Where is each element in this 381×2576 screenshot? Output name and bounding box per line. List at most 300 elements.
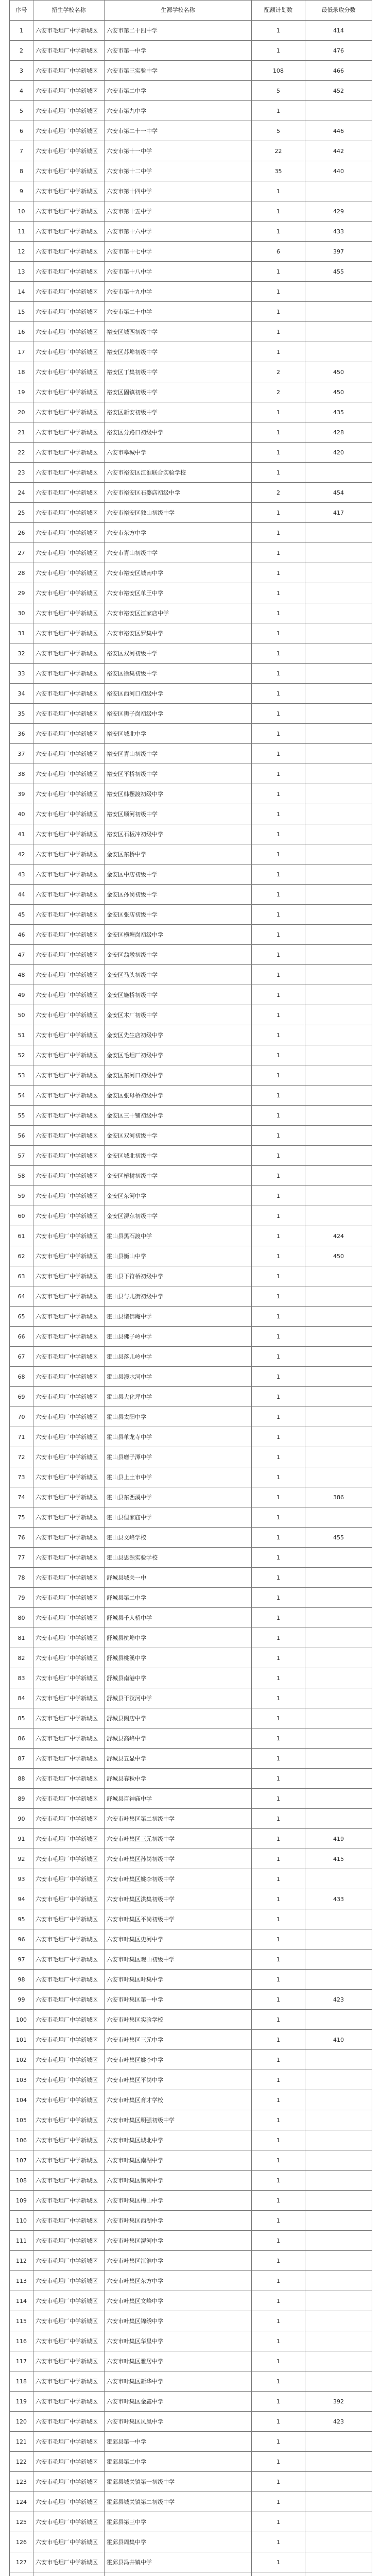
- row-index-cell: 116: [10, 2331, 33, 2351]
- quota-count-cell: 1: [252, 2271, 305, 2291]
- admitting-school-cell: 六安市毛坦厂中学新城区: [33, 21, 105, 41]
- table-row: [10, 1588, 372, 1608]
- table-row: [10, 2150, 372, 2171]
- table-row: [10, 925, 372, 945]
- min-score-cell: 428: [305, 422, 372, 443]
- table-row: [10, 402, 372, 422]
- min-score-cell: [305, 724, 372, 744]
- row-index-cell: 24: [10, 483, 33, 503]
- admitting-school-cell: 六安市毛坦厂中学新城区: [33, 1447, 105, 1467]
- admitting-school-cell: 六安市毛坦厂中学新城区: [33, 1347, 105, 1367]
- table-row: [10, 2311, 372, 2331]
- table-header-row: [10, 1, 372, 21]
- quota-count-cell: 1: [252, 1588, 305, 1608]
- admitting-school-cell: 六安市毛坦厂中学新城区: [33, 1708, 105, 1728]
- row-index-cell: 120: [10, 2412, 33, 2432]
- header-quota: 配额计划数: [252, 1, 305, 21]
- admitting-school-cell: 六安市毛坦厂中学新城区: [33, 362, 105, 382]
- table-row: [10, 1005, 372, 1025]
- row-index-cell: 9: [10, 181, 33, 201]
- admitting-school-cell: 六安市毛坦厂中学新城区: [33, 1126, 105, 1146]
- source-school-cell: 金安区淠东初级中学: [105, 1206, 252, 1226]
- min-score-cell: [305, 744, 372, 764]
- min-score-cell: [305, 2010, 372, 2030]
- row-index-cell: 7: [10, 141, 33, 161]
- quota-count-cell: 2: [252, 362, 305, 382]
- table-row: [10, 523, 372, 543]
- min-score-cell: 452: [305, 81, 372, 101]
- quota-count-cell: 1: [252, 2412, 305, 2432]
- source-school-cell: 六安市裕安区罗集中学: [105, 623, 252, 643]
- min-score-cell: [305, 101, 372, 121]
- table-row: [10, 1327, 372, 1347]
- table-row: [10, 1628, 372, 1648]
- min-score-cell: [305, 1106, 372, 1126]
- admitting-school-cell: 六安市毛坦厂中学新城区: [33, 222, 105, 242]
- table-row: [10, 1467, 372, 1487]
- min-score-cell: [305, 2191, 372, 2211]
- table-row: [10, 563, 372, 583]
- table-row: [10, 1528, 372, 1548]
- min-score-cell: [305, 2150, 372, 2171]
- row-index-cell: 58: [10, 1166, 33, 1186]
- row-index-cell: 18: [10, 362, 33, 382]
- min-score-cell: [305, 322, 372, 342]
- quota-count-cell: 1: [252, 1025, 305, 1045]
- quota-count-cell: 2: [252, 483, 305, 503]
- row-index-cell: 110: [10, 2211, 33, 2231]
- table-row: [10, 1668, 372, 1688]
- admitting-school-cell: 六安市毛坦厂中学新城区: [33, 2291, 105, 2311]
- source-school-cell: 裕安区平桥初级中学: [105, 764, 252, 784]
- admitting-school-cell: 六安市毛坦厂中学新城区: [33, 684, 105, 704]
- admitting-school-cell: 六安市毛坦厂中学新城区: [33, 141, 105, 161]
- row-index-cell: 23: [10, 463, 33, 483]
- quota-count-cell: 1: [252, 2070, 305, 2090]
- min-score-cell: [305, 1507, 372, 1528]
- min-score-cell: [305, 2452, 372, 2472]
- admitting-school-cell: 六安市毛坦厂中学新城区: [33, 764, 105, 784]
- quota-count-cell: 1: [252, 925, 305, 945]
- quota-count-cell: 1: [252, 1146, 305, 1166]
- table-row: [10, 664, 372, 684]
- row-index-cell: 54: [10, 1086, 33, 1106]
- row-index-cell: 47: [10, 945, 33, 965]
- source-school-cell: 金安区张店初级中学: [105, 905, 252, 925]
- source-school-cell: 舒城县五显中学: [105, 1749, 252, 1769]
- header-min-score: 最低录取分数: [305, 1, 372, 21]
- admitting-school-cell: 六安市毛坦厂中学新城区: [33, 2070, 105, 2090]
- min-score-cell: [305, 583, 372, 603]
- min-score-cell: 424: [305, 1226, 372, 1246]
- min-score-cell: [305, 2211, 372, 2231]
- admitting-school-cell: 六安市毛坦厂中学新城区: [33, 784, 105, 804]
- table-row: [10, 2211, 372, 2231]
- admitting-school-cell: 六安市毛坦厂中学新城区: [33, 402, 105, 422]
- table-row: [10, 81, 372, 101]
- min-score-cell: [305, 824, 372, 844]
- quota-count-cell: 1: [252, 563, 305, 583]
- quota-count-cell: 1: [252, 1507, 305, 1528]
- min-score-cell: [305, 2130, 372, 2150]
- row-index-cell: 49: [10, 985, 33, 1005]
- row-index-cell: 8: [10, 161, 33, 181]
- admitting-school-cell: 六安市毛坦厂中学新城区: [33, 623, 105, 643]
- quota-count-cell: 1: [252, 2191, 305, 2211]
- quota-count-cell: 1: [252, 1106, 305, 1126]
- quota-count-cell: 22: [252, 141, 305, 161]
- row-index-cell: 50: [10, 1005, 33, 1025]
- admitting-school-cell: 六安市毛坦厂中学新城区: [33, 1065, 105, 1086]
- min-score-cell: 397: [305, 242, 372, 262]
- table-row: [10, 1166, 372, 1186]
- row-index-cell: 42: [10, 844, 33, 865]
- admitting-school-cell: 六安市毛坦厂中学新城区: [33, 1407, 105, 1427]
- admitting-school-cell: 六安市毛坦厂中学新城区: [33, 2412, 105, 2432]
- table-row: [10, 1427, 372, 1447]
- table-row: [10, 543, 372, 563]
- row-index-cell: 109: [10, 2191, 33, 2211]
- admitting-school-cell: 六安市毛坦厂中学新城区: [33, 1769, 105, 1789]
- min-score-cell: 423: [305, 1990, 372, 2010]
- quota-count-cell: 1: [252, 1126, 305, 1146]
- row-index-cell: 62: [10, 1246, 33, 1266]
- row-index-cell: 53: [10, 1065, 33, 1086]
- row-index-cell: 101: [10, 2030, 33, 2050]
- source-school-cell: 霍山县东西溪中学: [105, 1487, 252, 1507]
- table-row: [10, 382, 372, 402]
- table-row: [10, 704, 372, 724]
- row-index-cell: 26: [10, 523, 33, 543]
- source-school-cell: 六安市第十四中学: [105, 181, 252, 201]
- quota-count-cell: 1: [252, 603, 305, 623]
- source-school-cell: 六安市叶集区第一中学: [105, 1990, 252, 2010]
- source-school-cell: 六安市叶集区明强初级中学: [105, 2110, 252, 2130]
- row-index-cell: 77: [10, 1548, 33, 1568]
- source-school-cell: 六安市叶集区姚李中学: [105, 2050, 252, 2070]
- min-score-cell: [305, 2432, 372, 2452]
- table-row: [10, 1889, 372, 1909]
- min-score-cell: [305, 1206, 372, 1226]
- quota-count-cell: 1: [252, 1045, 305, 1065]
- quota-count-cell: 1: [252, 1246, 305, 1266]
- min-score-cell: [305, 523, 372, 543]
- source-school-cell: 霍邱县冯井镇中学: [105, 2552, 252, 2572]
- quota-count-cell: 1: [252, 222, 305, 242]
- source-school-cell: 六安市叶集区洪集初级中学: [105, 1889, 252, 1909]
- table-row: [10, 503, 372, 523]
- min-score-cell: 392: [305, 2392, 372, 2412]
- min-score-cell: 410: [305, 2030, 372, 2050]
- quota-count-cell: 1: [252, 1708, 305, 1728]
- admitting-school-cell: 六安市毛坦厂中学新城区: [33, 382, 105, 402]
- source-school-cell: 舒城县百神庙中学: [105, 1789, 252, 1809]
- admitting-school-cell: 六安市毛坦厂中学新城区: [33, 1728, 105, 1749]
- admitting-school-cell: 六安市毛坦厂中学新城区: [33, 61, 105, 81]
- admitting-school-cell: 六安市毛坦厂中学新城区: [33, 744, 105, 764]
- source-school-cell: 六安市叶集区三元中学: [105, 2030, 252, 2050]
- admitting-school-cell: 六安市毛坦厂中学新城区: [33, 1929, 105, 1950]
- row-index-cell: 43: [10, 865, 33, 885]
- source-school-cell: 舒城县春秋中学: [105, 1769, 252, 1789]
- quota-count-cell: 1: [252, 543, 305, 563]
- admitting-school-cell: 六安市毛坦厂中学新城区: [33, 1005, 105, 1025]
- row-index-cell: 95: [10, 1909, 33, 1929]
- header-source-school: 生源学校名称: [105, 1, 252, 21]
- min-score-cell: [305, 985, 372, 1005]
- source-school-cell: 金安区马头初级中学: [105, 965, 252, 985]
- quota-count-cell: 1: [252, 422, 305, 443]
- source-school-cell: 六安市第三实验中学: [105, 61, 252, 81]
- table-row: [10, 2351, 372, 2371]
- row-index-cell: 71: [10, 1427, 33, 1447]
- table-row: [10, 1045, 372, 1065]
- table-row: [10, 1728, 372, 1749]
- row-index-cell: 85: [10, 1708, 33, 1728]
- min-score-cell: [305, 1467, 372, 1487]
- table-row: [10, 483, 372, 503]
- min-score-cell: [305, 1869, 372, 1889]
- row-index-cell: 86: [10, 1728, 33, 1749]
- table-row: [10, 1387, 372, 1407]
- row-index-cell: 80: [10, 1608, 33, 1628]
- admitting-school-cell: 六安市毛坦厂中学新城区: [33, 2512, 105, 2532]
- table-row: [10, 1970, 372, 1990]
- source-school-cell: 霍山县文峰学校: [105, 1528, 252, 1548]
- quota-count-cell: 1: [252, 2351, 305, 2371]
- row-index-cell: 99: [10, 1990, 33, 2010]
- admitting-school-cell: 六安市毛坦厂中学新城区: [33, 2171, 105, 2191]
- admitting-school-cell: 六安市毛坦厂中学新城区: [33, 824, 105, 844]
- admitting-school-cell: 六安市毛坦厂中学新城区: [33, 1286, 105, 1307]
- source-school-cell: 六安市第十八中学: [105, 262, 252, 282]
- row-index-cell: 3: [10, 61, 33, 81]
- quota-count-cell: 1: [252, 744, 305, 764]
- source-school-cell: 六安市第十一中学: [105, 141, 252, 161]
- row-index-cell: 25: [10, 503, 33, 523]
- table-row: [10, 2552, 372, 2572]
- min-score-cell: [305, 1970, 372, 1990]
- row-index-cell: 97: [10, 1950, 33, 1970]
- min-score-cell: [305, 2291, 372, 2311]
- row-index-cell: 10: [10, 201, 33, 222]
- source-school-cell: 霍邱县城关镇第一初级中学: [105, 2472, 252, 2492]
- source-school-cell: 裕安区固镇初级中学: [105, 382, 252, 402]
- min-score-cell: 450: [305, 1246, 372, 1266]
- quota-count-cell: 1: [252, 342, 305, 362]
- row-index-cell: 74: [10, 1487, 33, 1507]
- admitting-school-cell: 六安市毛坦厂中学新城区: [33, 885, 105, 905]
- source-school-cell: 霍山县上土市中学: [105, 1467, 252, 1487]
- quota-count-cell: 1: [252, 1086, 305, 1106]
- min-score-cell: [305, 1166, 372, 1186]
- source-school-cell: 六安市叶集区江淮中学: [105, 2251, 252, 2271]
- quota-count-cell: 1: [252, 101, 305, 121]
- source-school-cell: 舒城县第二中学: [105, 1588, 252, 1608]
- table-row: [10, 422, 372, 443]
- table-row: [10, 2010, 372, 2030]
- row-index-cell: 4: [10, 81, 33, 101]
- row-index-cell: 21: [10, 422, 33, 443]
- source-school-cell: 六安市第十九中学: [105, 282, 252, 302]
- quota-count-cell: 1: [252, 1005, 305, 1025]
- quota-count-cell: 1: [252, 1688, 305, 1708]
- quota-count-cell: 1: [252, 181, 305, 201]
- quota-count-cell: 1: [252, 865, 305, 885]
- admitting-school-cell: 六安市毛坦厂中学新城区: [33, 543, 105, 563]
- row-index-cell: 27: [10, 543, 33, 563]
- row-index-cell: 121: [10, 2432, 33, 2452]
- quota-count-cell: 1: [252, 1528, 305, 1548]
- quota-count-cell: 1: [252, 2552, 305, 2572]
- row-index-cell: 73: [10, 1467, 33, 1487]
- quota-count-cell: 1: [252, 41, 305, 61]
- table-row: [10, 1307, 372, 1327]
- table-row: [10, 2572, 372, 2576]
- row-index-cell: 103: [10, 2070, 33, 2090]
- table-row: [10, 201, 372, 222]
- table-row: [10, 1869, 372, 1889]
- source-school-cell: 六安市叶集区实验学校: [105, 2010, 252, 2030]
- source-school-cell: 六安市第十七中学: [105, 242, 252, 262]
- admitting-school-cell: 六安市毛坦厂中学新城区: [33, 1487, 105, 1507]
- row-index-cell: 123: [10, 2472, 33, 2492]
- quota-count-cell: 1: [252, 1226, 305, 1246]
- table-row: [10, 945, 372, 965]
- quota-count-cell: 1: [252, 322, 305, 342]
- table-row: [10, 724, 372, 744]
- row-index-cell: 87: [10, 1749, 33, 1769]
- table-row: [10, 2110, 372, 2130]
- source-school-cell: 金安区孙岗初级中学: [105, 885, 252, 905]
- row-index-cell: 106: [10, 2130, 33, 2150]
- quota-count-cell: 1: [252, 2010, 305, 2030]
- table-row: [10, 1286, 372, 1307]
- quota-count-cell: 1: [252, 2030, 305, 2050]
- source-school-cell: 六安市裕安区独山初级中学: [105, 503, 252, 523]
- row-index-cell: 122: [10, 2452, 33, 2472]
- min-score-cell: [305, 1648, 372, 1668]
- min-score-cell: [305, 2231, 372, 2251]
- table-row: [10, 1688, 372, 1708]
- admitting-school-cell: 六安市毛坦厂中学新城区: [33, 1628, 105, 1648]
- min-score-cell: [305, 1548, 372, 1568]
- quota-count-cell: 1: [252, 1789, 305, 1809]
- min-score-cell: [305, 563, 372, 583]
- row-index-cell: 98: [10, 1970, 33, 1990]
- min-score-cell: 450: [305, 382, 372, 402]
- admitting-school-cell: 六安市毛坦厂中学新城区: [33, 2392, 105, 2412]
- table-row: [10, 302, 372, 322]
- min-score-cell: [305, 342, 372, 362]
- admitting-school-cell: 六安市毛坦厂中学新城区: [33, 2432, 105, 2452]
- quota-count-cell: 1: [252, 2452, 305, 2472]
- row-index-cell: 88: [10, 1769, 33, 1789]
- table-row: [10, 1126, 372, 1146]
- source-school-cell: 金安区三十铺初级中学: [105, 1106, 252, 1126]
- row-index-cell: 61: [10, 1226, 33, 1246]
- source-school-cell: 六安市裕安区江淮联合实验学校: [105, 463, 252, 483]
- source-school-cell: 裕安区顺河初级中学: [105, 804, 252, 824]
- quota-count-cell: 1: [252, 784, 305, 804]
- min-score-cell: [305, 2311, 372, 2331]
- table-row: [10, 1849, 372, 1869]
- min-score-cell: [305, 764, 372, 784]
- row-index-cell: 67: [10, 1347, 33, 1367]
- source-school-cell: 霍山县衡山中学: [105, 1246, 252, 1266]
- table-row: [10, 1246, 372, 1266]
- quota-admission-table: [9, 0, 372, 2576]
- quota-count-cell: 35: [252, 161, 305, 181]
- source-school-cell: 霍山县漫水河中学: [105, 1367, 252, 1387]
- quota-count-cell: 1: [252, 764, 305, 784]
- source-school-cell: 六安市皋城中学: [105, 443, 252, 463]
- source-school-cell: 六安市东方中学: [105, 523, 252, 543]
- quota-count-cell: 1: [252, 2211, 305, 2231]
- min-score-cell: [305, 1688, 372, 1708]
- min-score-cell: [305, 181, 372, 201]
- min-score-cell: [305, 1929, 372, 1950]
- min-score-cell: 386: [305, 1487, 372, 1507]
- source-school-cell: 霍山县大化坪中学: [105, 1387, 252, 1407]
- source-school-cell: 霍山县黑石渡中学: [105, 1226, 252, 1246]
- admitting-school-cell: 六安市毛坦厂中学新城区: [33, 1106, 105, 1126]
- row-index-cell: 14: [10, 282, 33, 302]
- source-school-cell: 六安市叶集区姚李初级中学: [105, 1869, 252, 1889]
- quota-count-cell: 1: [252, 905, 305, 925]
- source-school-cell: 裕安区青山初级中学: [105, 744, 252, 764]
- table-row: [10, 2291, 372, 2311]
- table-row: [10, 2090, 372, 2110]
- admitting-school-cell: 六安市毛坦厂中学新城区: [33, 865, 105, 885]
- admitting-school-cell: 六安市毛坦厂中学新城区: [33, 2311, 105, 2331]
- table-row: [10, 161, 372, 181]
- quota-count-cell: 2: [252, 382, 305, 402]
- table-row: [10, 1769, 372, 1789]
- min-score-cell: 419: [305, 1829, 372, 1849]
- source-school-cell: 金安区双河初级中学: [105, 1126, 252, 1146]
- source-school-cell: 六安市叶集区育才学校: [105, 2090, 252, 2110]
- source-school-cell: 六安市叶集区第二初级中学: [105, 1809, 252, 1829]
- min-score-cell: [305, 1065, 372, 1086]
- row-index-cell: 118: [10, 2371, 33, 2392]
- quota-count-cell: 1: [252, 1970, 305, 1990]
- quota-count-cell: 1: [252, 1568, 305, 1588]
- source-school-cell: 金安区木厂初级中学: [105, 1005, 252, 1025]
- admitting-school-cell: 六安市毛坦厂中学新城区: [33, 925, 105, 945]
- admitting-school-cell: 六安市毛坦厂中学新城区: [33, 1568, 105, 1588]
- source-school-cell: 裕安区狮子岗初级中学: [105, 704, 252, 724]
- source-school-cell: 霍山县下符桥初级中学: [105, 1266, 252, 1286]
- admitting-school-cell: 六安市毛坦厂中学新城区: [33, 1829, 105, 1849]
- quota-count-cell: 1: [252, 623, 305, 643]
- min-score-cell: 435: [305, 402, 372, 422]
- source-school-cell: 金安区椿树初级中学: [105, 1166, 252, 1186]
- source-school-cell: 舒城县南港中学: [105, 1668, 252, 1688]
- min-score-cell: [305, 1769, 372, 1789]
- quota-count-cell: 1: [252, 1206, 305, 1226]
- row-index-cell: 79: [10, 1588, 33, 1608]
- admitting-school-cell: 六安市毛坦厂中学新城区: [33, 1226, 105, 1246]
- table-row: [10, 1186, 372, 1206]
- table-row: [10, 2512, 372, 2532]
- row-index-cell: 91: [10, 1829, 33, 1849]
- quota-count-cell: 1: [252, 2150, 305, 2171]
- source-school-cell: 金安区城北初级中学: [105, 1146, 252, 1166]
- min-score-cell: 429: [305, 201, 372, 222]
- row-index-cell: 84: [10, 1688, 33, 1708]
- table-body: [10, 21, 372, 2576]
